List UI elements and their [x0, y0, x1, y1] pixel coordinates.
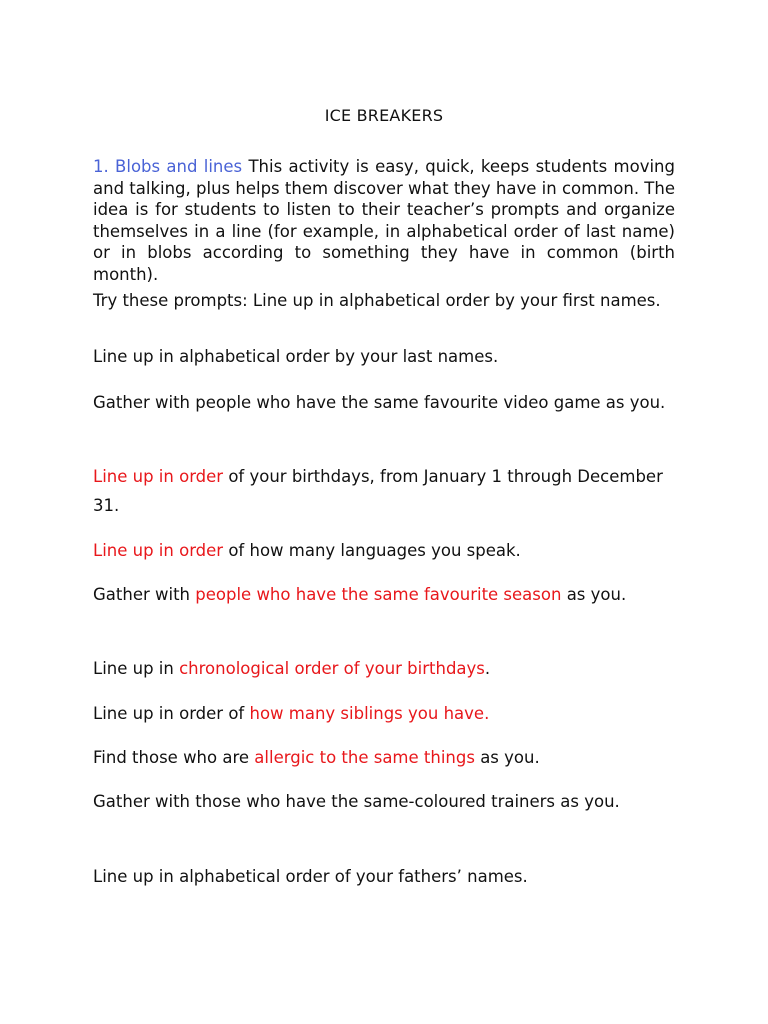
activity-heading: 1. Blobs and lines [93, 157, 243, 176]
intro-text: This activity is easy, quick, keeps students moving and talking, plus helps them discover what they have in common. The idea is for students to listen to their teacher’s prompts and organize themselves in a line (for example, in alphabetical order of last name) or in blobs according to something they have in common (birth month). [93, 157, 675, 284]
prompt-first-names: Try these prompts: Line up in alphabetical order by your first names. [93, 291, 661, 310]
prompt-text: as you. [561, 585, 627, 604]
prompt-text: of how many languages you speak. [223, 541, 521, 560]
prompt-text: . [484, 659, 491, 678]
prompt-fathers-names: Line up in alphabetical order of your fathers’ names. [93, 867, 528, 886]
highlight-text: how many siblings you have. [249, 704, 490, 723]
prompt-languages [93, 536, 675, 565]
highlight-text: Line up in order [93, 467, 224, 486]
prompt-text: Line up in [93, 659, 180, 678]
highlight-text: people who have the same favourite season [195, 585, 562, 604]
highlight-text: chronological order of your birthdays [179, 659, 485, 678]
highlight-text: Line up in order [93, 541, 224, 560]
prompt-text: Find those who are [93, 748, 255, 767]
prompt-allergies [93, 747, 675, 769]
highlight-text: allergic to the same things [254, 748, 475, 767]
prompt-chronological [93, 658, 675, 680]
prompt-text: of your birthdays, from January 1 through December 31. [93, 467, 663, 515]
prompt-video-game: Gather with people who have the same favourite video game as you. [93, 393, 666, 412]
prompt-birthdays [93, 462, 675, 520]
document-title: ICE BREAKERS [324, 106, 444, 125]
prompt-trainers: Gather with those who have the same-coloured trainers as you. [93, 792, 620, 811]
prompt-siblings [93, 703, 675, 725]
prompt-text: Line up in order of [93, 704, 250, 723]
prompt-text: as you. [474, 748, 540, 767]
prompt-last-names: Line up in alphabetical order by your last names. [93, 347, 499, 366]
prompt-text: Gather with [93, 585, 196, 604]
prompt-season [93, 580, 675, 609]
intro-paragraph [93, 156, 675, 285]
